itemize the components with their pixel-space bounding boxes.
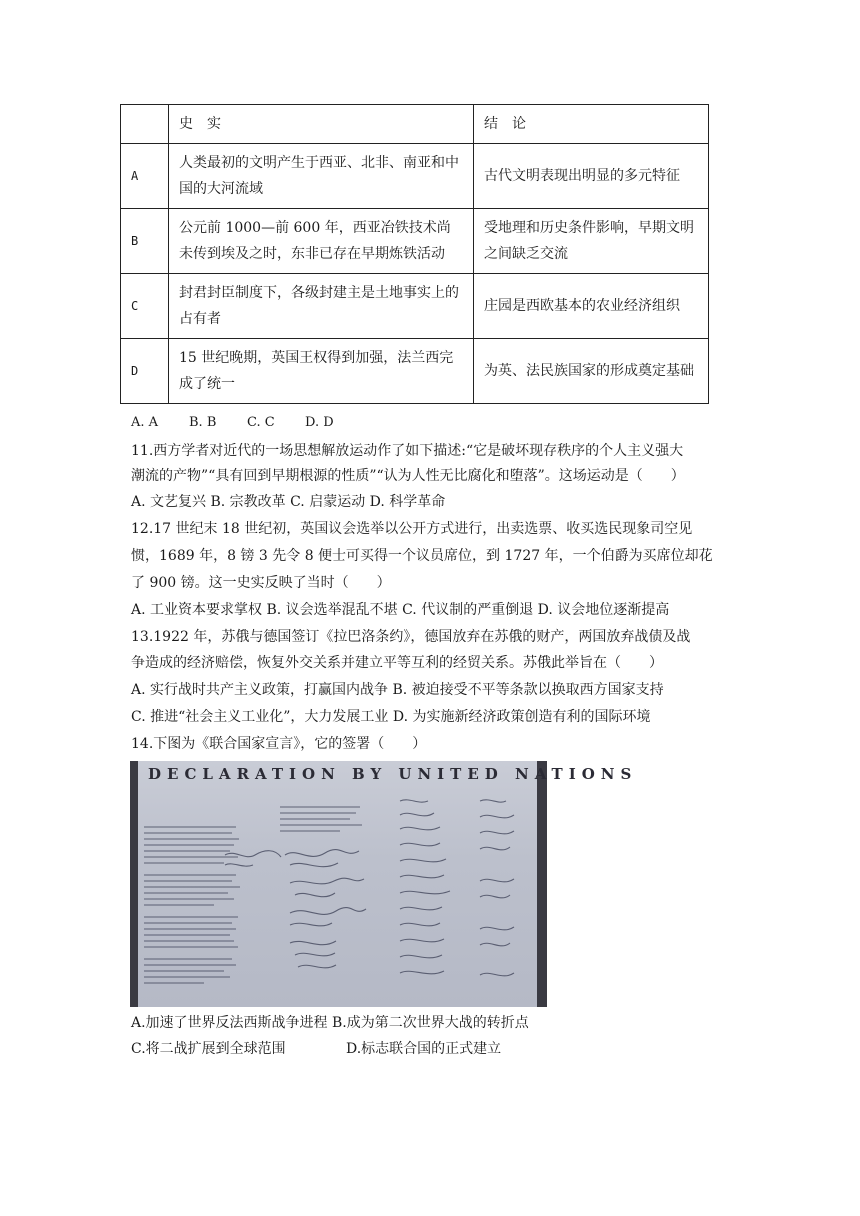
table-row [121,209,709,274]
q11-stem-line: 潮流的产物”“具有回到早期根源的性质”“认为人性无比腐化和堕落”。这场运动是（ ） [131,468,685,484]
row-fact: 人类最初的文明产生于西亚、北非、南亚和中国的大河流域 [169,144,474,209]
q11-options[interactable]: A. 文艺复兴 B. 宗教改革 C. 启蒙运动 D. 科学革命 [131,494,446,510]
option-b[interactable]: B. B [189,415,217,430]
q12-stem-line: 惯，1689 年，8 镑 3 先令 8 便士可买得一个议员席位，到 1727 年，一个伯爵为买席位却花 [131,548,713,564]
row-fact: 封君封臣制度下，各级封建主是土地事实上的占有者 [169,274,474,339]
declaration-photo [130,761,638,1007]
row-conclusion: 庄园是西欧基本的农业经济组织 [474,274,709,339]
q13-stem-line: 争造成的经济赔偿，恢复外交关系并建立平等互利的经贸关系。苏俄此举旨在（ ） [131,655,663,671]
declaration-title: DECLARATION BY UNITED NATIONS [148,765,638,783]
row-fact: 15 世纪晚期，英国王权得到加强，法兰西完成了统一 [169,339,474,404]
table-header-row [121,105,709,144]
row-fact: 公元前 1000—前 600 年，西亚冶铁技术尚未传到埃及之时，东非已存在早期炼铁活动 [169,209,474,274]
header-empty-cell [121,105,169,144]
signature-scribbles [130,761,638,1007]
row-letter: B [121,209,169,274]
q14-options-row[interactable]: A.加速了世界反法西斯战争进程 B.成为第二次世界大战的转折点 [131,1015,529,1031]
table-row [121,339,709,404]
row-conclusion: 为英、法民族国家的形成奠定基础 [474,339,709,404]
q14-stem: 14.下图为《联合国家宣言》，它的签署（ ） [131,736,427,752]
option-d[interactable]: D. D [305,415,334,430]
option-c[interactable]: C. C [247,415,275,430]
q12-stem-line: 12.17 世纪末 18 世纪初，英国议会选举以公开方式进行，出卖选票、收买选民现象司空见 [131,521,693,537]
q11-stem-line: 11.西方学者对近代的一场思想解放运动作了如下描述:“它是破坏现存秩序的个人主义强大 [131,443,684,459]
q13-stem-line: 13.1922 年，苏俄与德国签订《拉巴洛条约》，德国放弃在苏俄的财产，两国放弃战债及战 [131,629,691,645]
q10-options [131,413,334,433]
q13-options-row[interactable]: A. 实行战时共产主义政策，打赢国内战争 B. 被迫接受不平等条款以换取西方国家支持 [131,682,664,698]
option-a[interactable]: A. A [131,415,159,430]
table-row [121,144,709,209]
row-letter: D [121,339,169,404]
q13-options-row[interactable]: C. 推进“社会主义工业化”，大力发展工业 D. 为实施新经济政策创造有利的国际环境 [131,709,651,725]
table-row [121,274,709,339]
row-conclusion: 古代文明表现出明显的多元特征 [474,144,709,209]
q12-stem-line: 了 900 镑。这一史实反映了当时（ ） [131,575,391,591]
header-conclusion: 结 论 [474,105,709,144]
row-letter: C [121,274,169,339]
row-conclusion: 受地理和历史条件影响，早期文明之间缺乏交流 [474,209,709,274]
q14-option-d[interactable]: D.标志联合国的正式建立 [346,1041,502,1057]
header-fact: 史 实 [169,105,474,144]
q14-option-c[interactable]: C.将二战扩展到全球范围 [131,1041,286,1057]
q12-options[interactable]: A. 工业资本要求掌权 B. 议会选举混乱不堪 C. 代议制的严重倒退 D. 议会地位逐渐提高 [131,602,670,618]
row-letter: A [121,144,169,209]
history-facts-table [120,104,709,404]
